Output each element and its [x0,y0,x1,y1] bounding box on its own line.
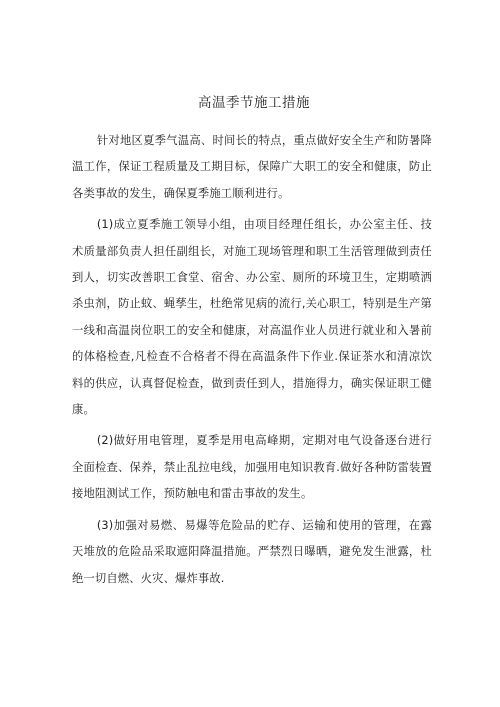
paragraph-hazardous-materials: (3)加强对易燃、易爆等危险品的贮存、运输和使用的管理，在露天堆放的危险品采取遮阳降温措施。严禁烈日曝晒，避免发生泄露，杜绝一切自燃、火灾、爆炸事故. [72,518,432,585]
paragraph-leadership-group: (1)成立夏季施工领导小组，由项目经理任组长，办公室主任、技术质量部负责人担任副组长，对施工现场管理和职工生活管理做到责任到人，切实改善职工食堂、宿舍、办公室、厕所的环境卫生，定期喷洒杀虫剂，防止蚊、蝇孳生，杜绝常见病的流行,关心职工，特别是生产第一线和高温岗位职工的安全和健康，对高温作业人员进行就业和入暑前的体格检查,凡检查不合格者不得在高温条件下作业.保证茶水和清凉饮料的供应，认真督促检查，做到责任到人，措施得力，确实保证职工健康。 [72,218,432,417]
document-title: 高温季节施工措施 [198,95,310,111]
paragraph-electricity-management: (2)做好用电管理，夏季是用电高峰期，定期对电气设备逐台进行全面检查、保养，禁止乱拉电线，加强用电知识教育.做好各种防雷装置接地阻测试工作，预防触电和雷击事故的发生。 [72,434,432,501]
paragraph-intro: 针对地区夏季气温高、时间长的特点，重点做好安全生产和防暑降温工作，保证工程质量及工期目标，保障广大职工的安全和健康，防止各类事故的发生，确保夏季施工顺利进行。 [72,134,432,200]
